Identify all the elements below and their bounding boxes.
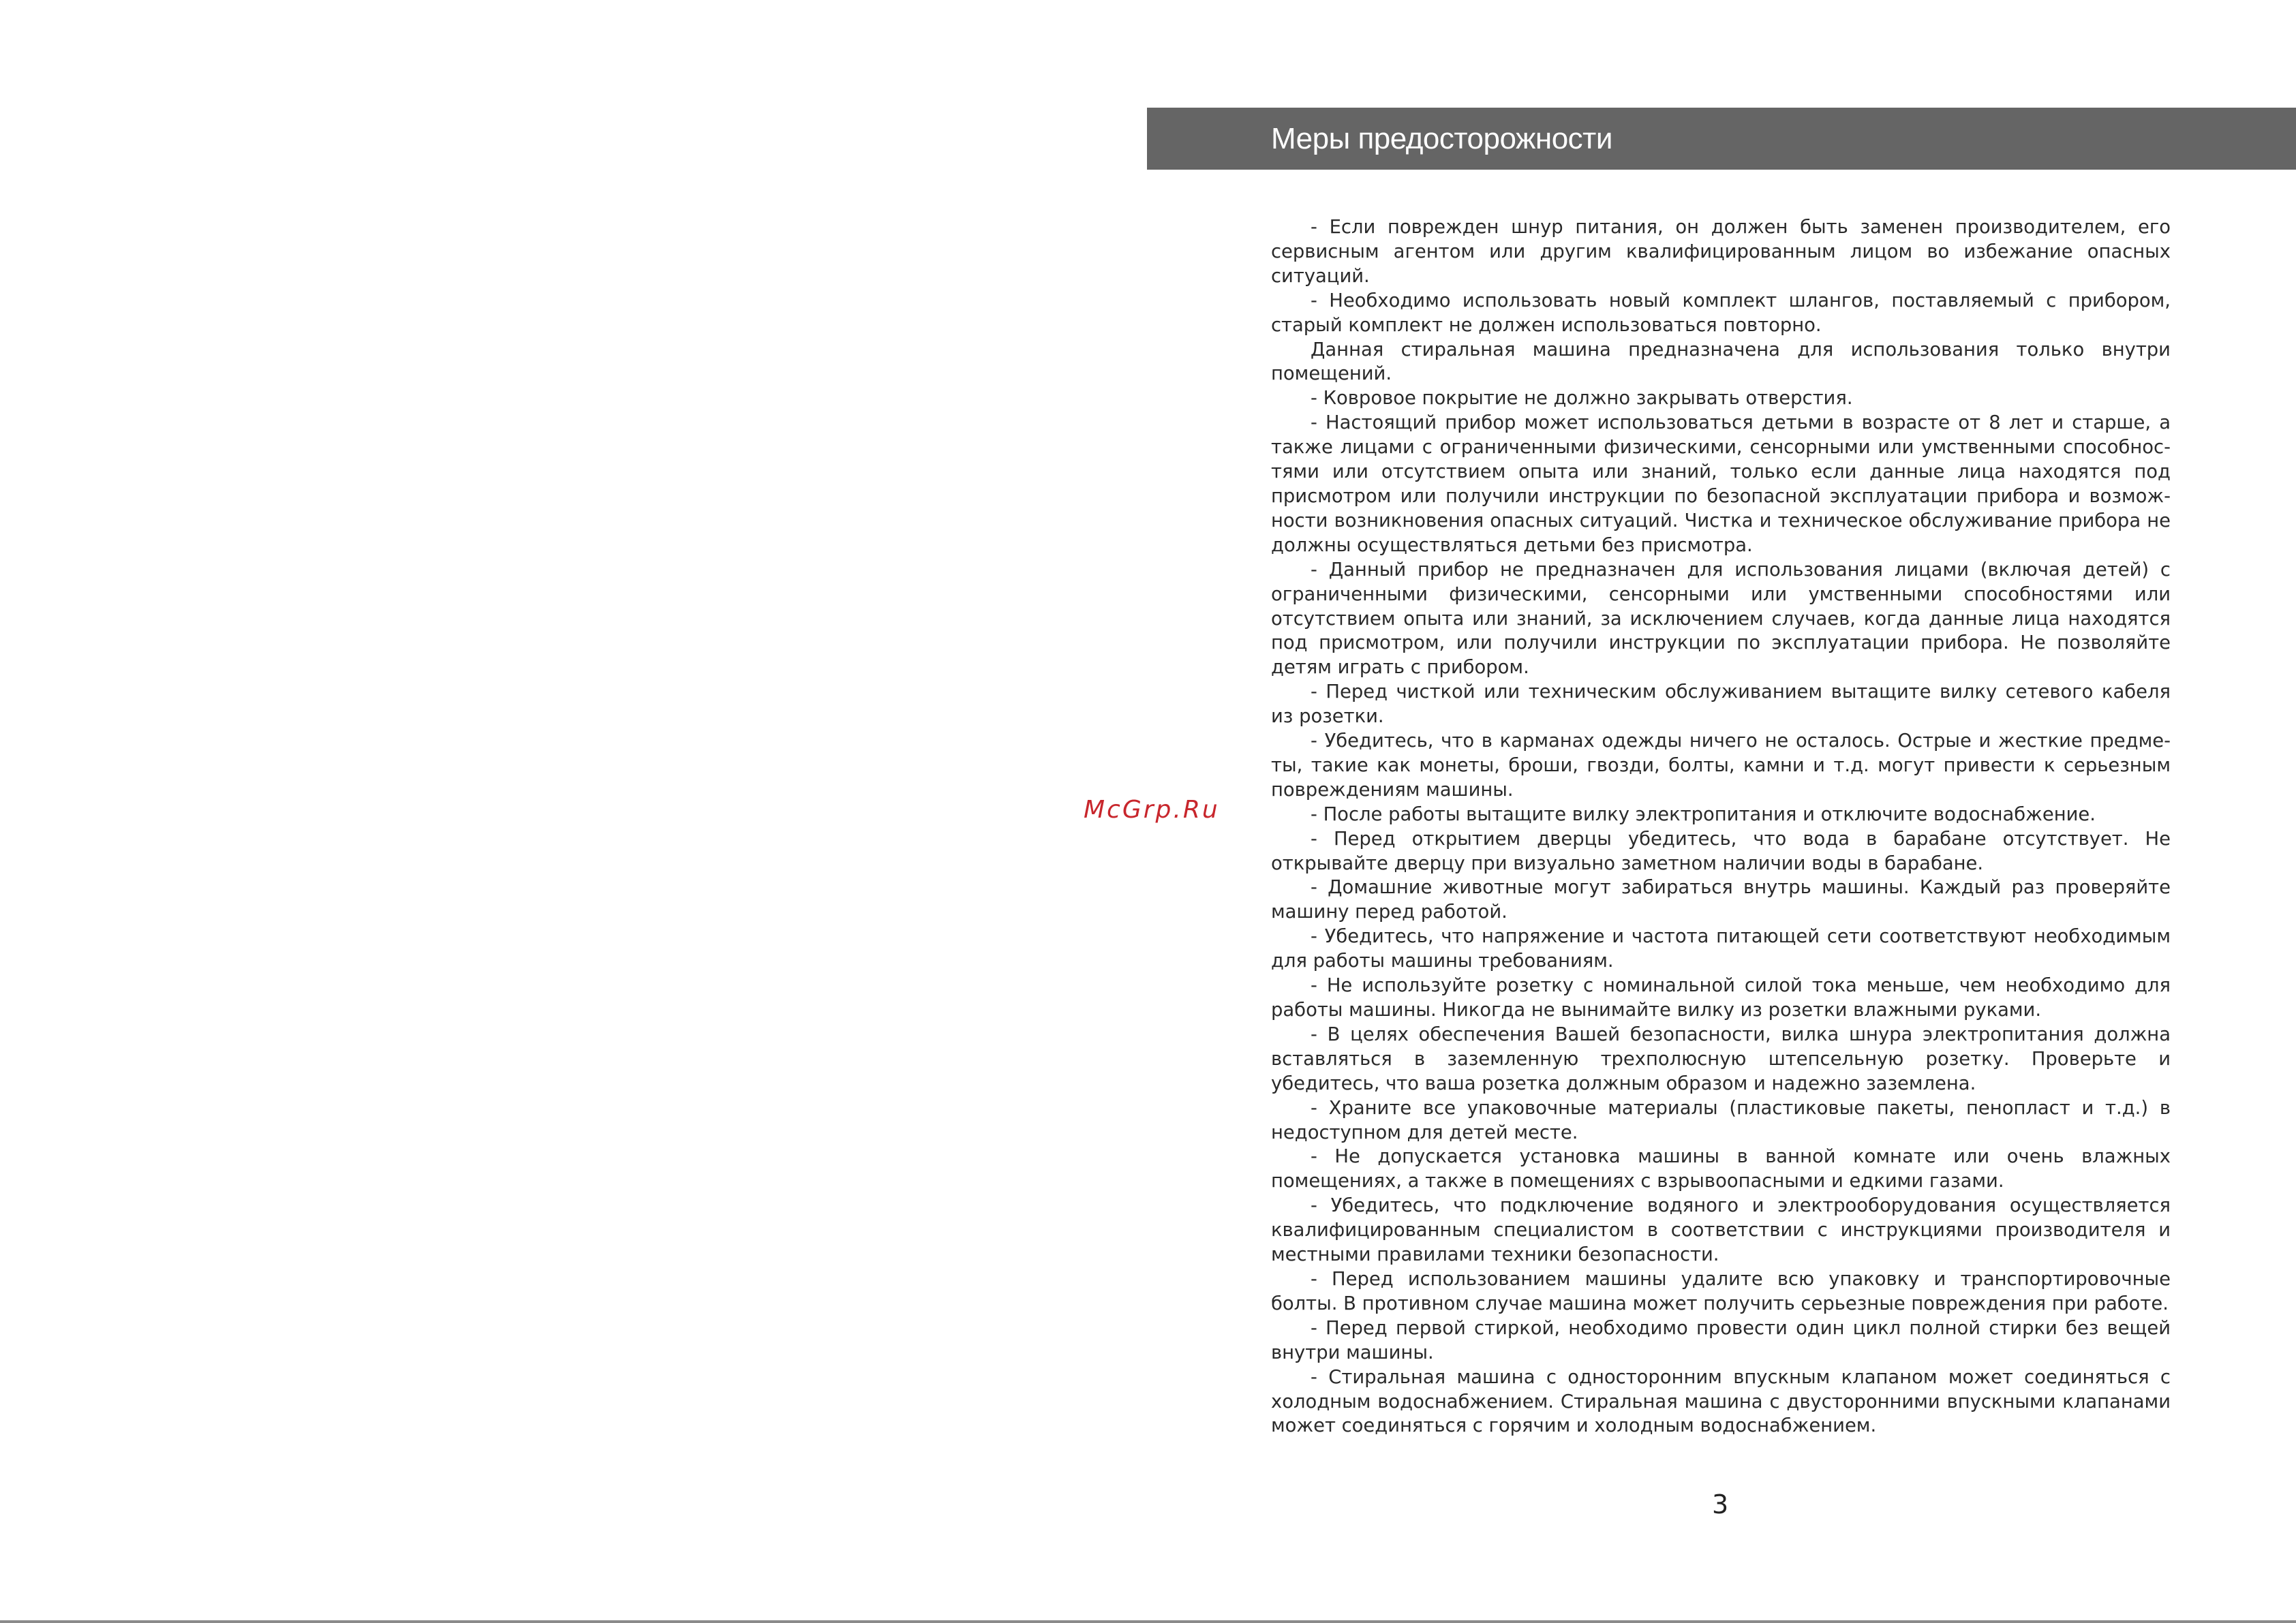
- paragraph: - Стиральная машина с односторонним впускным клапаном может соединяться с холодным водоснабжением. Стиральная машина с двусторонними впускными клапанами может соединяться с горячим и холодным водоснабжением.: [1271, 1366, 2171, 1437]
- paragraph: - Если поврежден шнур питания, он должен быть заменен производителем, его сервисным агентом или другим квалифицированным лицом во избежание опасных ситуаций.: [1271, 217, 2171, 287]
- paragraph: - Данный прибор не предназначен для использования лицами (включая детей) с ограниченными физическими, сенсорными или умственными способностями или отсутствием опыта или знаний, за исключением случаев, когда данные лица находятся под присмотром, или получили инструкции по эксплуатации прибора. Не позволяйте детям играть с прибором.: [1271, 559, 2171, 679]
- paragraph: - После работы вытащите вилку электропитания и отключите водоснабжение.: [1311, 803, 2096, 825]
- paragraph: - Не используйте розетку с номинальной силой тока меньше, чем необходимо для работы машины. Никогда не вынимайте вилку из розетки влажными руками.: [1271, 975, 2171, 1021]
- paragraph: - Убедитесь, что подключение водяного и электрооборудования осуществляется квалифицированным специалистом в соответствии с инструкциями производителя и местными правилами техники безопасности.: [1271, 1195, 2171, 1266]
- paragraph: - Настоящий прибор может использоваться детьми в возрасте от 8 лет и старше, а также лицами с ограниченными физическими, сенсорными или умственными способностями или отсутствием опыта или знаний, только если данные лица находятся под присмотром или получили инструкции по безопасной эксплуатации прибора и возможности возникновения опасных ситуаций. Чистка и техническое обслуживание прибора не должны осуществляться детьми без присмотра.: [1271, 412, 2171, 556]
- paragraph: - Необходимо использовать новый комплект шлангов, поставляемый с прибором, старый комплект не должен использоваться повторно.: [1271, 290, 2171, 336]
- paragraph: Данная стиральная машина предназначена для использования только внутри помещений.: [1271, 339, 2171, 385]
- bottom-divider: [0, 1620, 2296, 1623]
- paragraph: - Убедитесь, что напряжение и частота питающей сети соответствуют необходимым для работы машины требованиям.: [1271, 926, 2171, 972]
- paragraph: - Перед использованием машины удалите всю упаковку и транспортировочные болты. В противном случае машина может получить серьезные повреждения при работе.: [1271, 1268, 2171, 1314]
- page-number: 3: [1712, 1489, 1729, 1519]
- paragraph: - В целях обеспечения Вашей безопасности, вилка шнура электропитания должна вставляться в заземленную трехполюсную штепсельную розетку. Проверьте и убедитесь, что ваша розетка должным образом и надежно заземлена.: [1271, 1023, 2171, 1094]
- paragraph: - Не допускается установка машины в ванной комнате или очень влажных помещениях, а также в помещениях с взрывоопасными и едкими газами.: [1271, 1146, 2171, 1192]
- watermark-text: McGrp.Ru: [1084, 796, 1220, 824]
- safety-text-body: [1271, 215, 2171, 1438]
- section-title: Меры предосторожности: [1271, 122, 1612, 155]
- paragraph: - Ковровое покрытие не должно закрывать отверстия.: [1311, 388, 1853, 409]
- paragraph: - Перед первой стиркой, необходимо провести один цикл полной стирки без вещей внутри машины.: [1271, 1317, 2171, 1363]
- paragraph: - Храните все упаковочные материалы (пластиковые пакеты, пенопласт и т.д.) в недоступном для детей месте.: [1271, 1097, 2171, 1143]
- paragraph: - Домашние животные могут забираться внутрь машины. Каждый раз проверяйте машину перед работой.: [1271, 877, 2171, 923]
- paragraph: - Перед чисткой или техническим обслуживанием вытащите вилку сетевого кабеля из розетки.: [1271, 681, 2171, 728]
- section-header-bar: [1147, 108, 2296, 170]
- paragraph: - Убедитесь, что в карманах одежды ничего не осталось. Острые и жесткие предметы, такие как монеты, броши, гвозди, болты, камни и т.д. могут привести к серьезным повреждениям машины.: [1271, 730, 2171, 801]
- paragraph: - Перед открытием дверцы убедитесь, что вода в барабане отсутствует. Не открывайте дверцу при визуально заметном наличии воды в барабане.: [1271, 828, 2171, 874]
